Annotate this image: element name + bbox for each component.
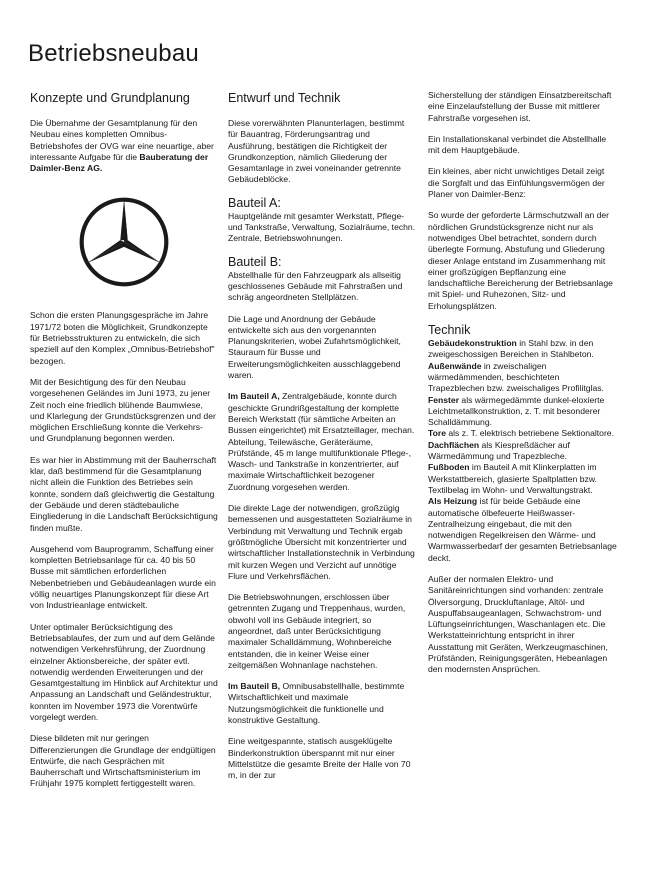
technik-list: [428, 338, 618, 564]
paragraph-5: Unter optimaler Berücksichtigung des Betriebsablaufes, der zum und auf dem Gelände notwendigen Verkehrsführung, der Zuordnung einzelner Aktionsbereiche, der später evtl. notwendig werdenden Erweiterungen und der Gesamtgestaltung im Hinblick auf Architektur und Anpassung an Landschaft und Geländestruktur, konnten im November 1973 die Vorentwürfe vorgelegt werden.: [30, 621, 218, 722]
section-heading-technik: Technik: [428, 323, 471, 338]
technik-item: [428, 496, 618, 564]
paragraph-4: Die direkte Lage der notwendigen, großzügig bemessenen und ausgestatteten Sozialräume in Verbindung mit Verwaltung und Technik ergab größtmögliche Übersicht mit konzentrierter und wirtschaftlicher Installationstechnik in Verbindung mit kurzen Wegen und Verzicht auf unnötige Flure und Verkehrsflächen.: [228, 503, 415, 581]
technik-item: [428, 395, 618, 429]
paragraph-3: Ein kleines, aber nicht unwichtiges Detail zeigt die Sorgfalt und das Einfühlungsvermögen der Planer von Daimler-Benz:: [428, 166, 605, 200]
mercedes-star-icon: [78, 196, 170, 288]
paragraph-6: Diese bildeten mit nur geringen Differenzierungen die Grundlage der endgültigen Entwürfe, die nach Gesprächen mit Bauherrschaft und Wirtschaftsministerium im Frühjahr 1975 komplett fertiggestellt waren.: [30, 733, 216, 789]
technik-item: [428, 440, 618, 463]
paragraph-4: So wurde der geforderte Lärmschutzwall an der nördlichen Grundstücksgrenze nicht nur als notwendiges Übel betrachtet, sondern durch überlegte Formung, Abstufung und Gliederung dieser Anlage entstand im Zusammenhang mit einer großzügigen Bepflanzung eine landschaftliche Bereicherung der Betriebsanlage mit Spiel- und Ruhezonen, Sitz- und Erholungsplätzen.: [428, 210, 613, 311]
page-title: Betriebsneubau: [28, 40, 199, 67]
paragraph-3: Es war hier in Abstimmung mit der Bauherrschaft klar, daß bestimmend für die Gesamtplanung nicht allein die Funktion des Betriebes sein konnte, sondern daß gleichwertig die Gestaltung der Gebäude und deren städtebauliche Eingliederung in die Landschaft Berücksichtigung finden mußte.: [30, 454, 218, 533]
technik-item: [428, 428, 618, 439]
paragraph-3: [228, 391, 416, 493]
technik-term: Außenwände: [428, 360, 482, 371]
subheading-bauteil-a: Bauteil A:: [228, 195, 281, 210]
paragraph-2: Ein Installationskanal verbindet die Abstellhalle mit dem Hauptgebäude.: [428, 133, 607, 156]
technik-item: [428, 361, 618, 395]
technik-text: als z. T. elektrisch betriebene Sektionaltore.: [445, 428, 614, 439]
technik-term: Als Heizung: [428, 496, 478, 507]
technik-text: im Bauteil A mit Klinkerplatten im Werkstattbereich, glasierte Spaltplatten bzw. Textilbelag im Wohn- und Verwaltungstrakt.: [428, 462, 597, 495]
paragraph-1: Sicherstellung der ständigen Einsatzbereitschaft eine Einzelaufstellung der Busse mit mittlerer Fahrstraße vorgesehen ist.: [428, 90, 612, 123]
column-entwurf: [228, 90, 416, 792]
subheading-bauteil-b: Bauteil B:: [228, 254, 282, 269]
technik-term: Gebäudekonstruktion: [428, 338, 517, 349]
bold-lead: Im Bauteil A,: [228, 391, 280, 402]
section-heading-entwurf: Entwurf und Technik: [228, 91, 341, 105]
technik-term: Tore: [428, 428, 446, 439]
paragraph-5: Außer der normalen Elektro- und Sanitäreinrichtungen sind vorhanden: zentrale Ölversorgung, Druckluftanlage, Altöl- und Auspuffabsaugeanlagen, Schwachstrom- und Lüftungseinrichtungen, Waschanlagen etc. Die Werkstatteinrichtung entspricht in ihrer Ausstattung mit Geräten, Werkzeugmaschinen, Prüfständen, Reinigungsgeräten, Hebeanlagen den modernsten Ansprüchen.: [428, 573, 608, 675]
paragraph-7: Eine weitgespannte, statisch ausgeklügelte Binderkonstruktion überspannt mit nur einer Mittelstütze die gesamte Breite der Halle von 70 m, in der zur: [228, 736, 411, 781]
paragraph-1: Schon die ersten Planungsgespräche im Jahre 1971/72 boten die Möglichkeit, Grundkonzepte für Betriebsstrukturen zu entwickeln, die sich speziell auf den Komplex „Omnibus-Betriebshof" bezogen.: [30, 310, 215, 366]
paragraph-bauteil-b: Abstellhalle für den Fahrzeugpark als allseitig geschlossenes Gebäude mit Fahrstraßen und schräg angeordneten Stellplätzen.: [228, 269, 403, 303]
technik-text: ist für beide Gebäude eine automatische ölbefeuerte Heißwasser-Zentralheizung eingebaut, die mit den notwendigen Regelkreisen den Wärme- und Warmwasserbedarf der gesamten Betriebsanlage deckt.: [428, 496, 617, 563]
paragraph-intro: [30, 118, 218, 174]
technik-term: Dachflächen: [428, 439, 480, 450]
column-konzepte: [30, 90, 218, 800]
intro-bold-text: Bauberatung der Daimler-Benz AG.: [30, 151, 209, 174]
paragraph-2: Mit der Besichtigung des für den Neubau vorgesehenen Geländes im Juni 1973, zu jener Zeit noch eine friedlich blühende Baumwiese, und Klarlegung der Grundstücksgrenzen und der möglichen Erschließung konnte die Verkehrs- und Grundplanung begonnen werden.: [30, 376, 216, 444]
paragraph-6: [228, 681, 416, 726]
paragraph-1: Diese vorerwähnten Planunterlagen, bestimmt für Bauantrag, Förderungsantrag und Ausführung, bestätigen die Richtigkeit der Grundkonzeption, nämlich Gliederung der Gesamtanlage in zwei voneinander getrennte Gebäudeblöcke.: [228, 118, 405, 185]
technik-item: [428, 462, 618, 496]
column-continued: [428, 90, 618, 686]
technik-text: als wärmegedämmte dunkel-eloxierte Leichtmetallkonstruktion, z. T. mit besonderer Schalldämmung.: [428, 394, 605, 428]
intro-text: Die Übernahme der Gesamtplanung für den Neubau eines kompletten Omnibus-Betriebshofes der OVG war eine neuartige, aber interessante Aufgabe für die: [30, 118, 214, 162]
paragraph-2: Die Lage und Anordnung der Gebäude entwickelte sich aus den vorgenannten Planungskriterien, wobei Zufahrtsmöglichkeit, Stauraum für Busse und Erweiterungsmöglichkeiten ausschlaggebend waren.: [228, 313, 401, 381]
paragraph-text: Zentralgebäude, konnte durch geschickte Grundrißgestaltung der komplette Bereich Werkstatt (für sämtliche Arbeiten an Bussen eingerichtet) mit Ersatzteillager, mechan. Abteilung, Teilewäsche, Geräteräume, Prüfstände, 45 m lange multifunktionale Pflege-, Wasch- und Tankstraße in konzentrierter, auf maximale Wirtschaftlichkeit bezogener Zuordnung vorgesehen werden.: [228, 391, 415, 492]
paragraph-5: Die Betriebswohnungen, erschlossen über getrennten Zugang und Treppenhaus, wurden, obwohl voll ins Gebäude integriert, so angeordnet, daß unter Berücksichtigung maximaler Schalldämmung, Wohnbereiche entstanden, die in keiner Weise einer zeitgemäßen Wohnanlage nachstehen.: [228, 592, 406, 670]
paragraph-4: Ausgehend vom Bauprogramm, Schaffung einer kompletten Betriebsanlage für ca. 40 bis 50 Busse mit sämtlichen erforderlichen Nebenbetrieben und Gebäudeanlagen wurde ein völlig neuartiges Planungskonzept für diese Art von Industrieanlage entwickelt.: [30, 543, 216, 611]
section-heading-konzepte: Konzepte und Grundplanung: [30, 91, 190, 105]
technik-text: als Kiespreßdächer auf Wärmedämmung und Trapezbleche.: [428, 439, 570, 462]
technik-term: Fußboden: [428, 462, 470, 473]
technik-text: in zweischaligen wärmedämmenden, beschichteten Trapezblechen bzw. zweischaliges Profilitglas.: [428, 360, 604, 394]
paragraph-bauteil-a: Hauptgelände mit gesamter Werkstatt, Pflege- und Tankstraße, Verwaltung, Sozialräume, techn. Zentrale, Betriebswohnungen.: [228, 210, 416, 244]
technik-term: Fenster: [428, 394, 460, 405]
bold-lead: Im Bauteil B,: [228, 681, 281, 692]
technik-text: in Stahl bzw. in den zweigeschossigen Bereichen in Stahlbeton.: [428, 338, 594, 360]
technik-item: [428, 338, 618, 361]
paragraph-text: Omnibusabstellhalle, bestimmte Wirtschaftlichkeit und maximale Nutzungsmöglichkeit die funktionelle und konstruktive Gestaltung.: [228, 681, 405, 726]
